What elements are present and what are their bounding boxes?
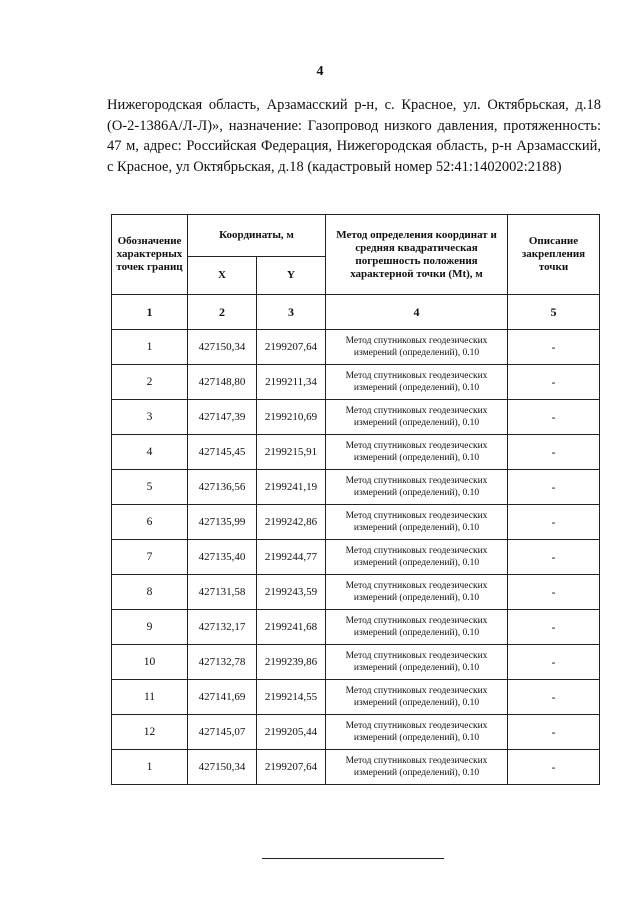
column-number: 4 (326, 295, 508, 330)
y-cell: 2199215,91 (257, 435, 326, 470)
table-row (112, 365, 600, 400)
y-cell: 2199210,69 (257, 400, 326, 435)
description-cell: - (508, 610, 600, 645)
x-cell: 427148,80 (188, 365, 257, 400)
description-cell: - (508, 330, 600, 365)
x-cell: 427141,69 (188, 680, 257, 715)
coordinates-table (111, 214, 600, 785)
x-cell: 427135,40 (188, 540, 257, 575)
x-cell: 427147,39 (188, 400, 257, 435)
column-number: 2 (188, 295, 257, 330)
x-cell: 427145,07 (188, 715, 257, 750)
column-number: 3 (257, 295, 326, 330)
column-number-row (112, 295, 600, 330)
description-cell: - (508, 680, 600, 715)
intro-paragraph: Нижегородская область, Арзамасский р-н, с. Красное, ул. Октябрьская, д.18 (О-2-1386А/Л-Л)», назначение: Газопровод низкого давления, протяженность: 47 м, адрес: Российская Федерация, Нижегородская область, р-н Арзамасский, с Красное, ул Октябрьская, д.18 (кадастровый номер 52:41:1402002:2188) (107, 97, 601, 175)
table-row (112, 750, 600, 785)
table-row (112, 645, 600, 680)
description-cell: - (508, 470, 600, 505)
x-cell: 427132,17 (188, 610, 257, 645)
table-row (112, 435, 600, 470)
method-cell: Метод спутниковых геодезических измерений (определений), 0.10 (326, 470, 508, 505)
point-cell: 11 (112, 680, 188, 715)
table-row (112, 575, 600, 610)
description-cell: - (508, 365, 600, 400)
method-cell: Метод спутниковых геодезических измерений (определений), 0.10 (326, 540, 508, 575)
header-method: Метод определения координат и средняя квадратическая погрешность положения характерной точки (Mt), м (326, 215, 508, 295)
y-cell: 2199243,59 (257, 575, 326, 610)
method-cell: Метод спутниковых геодезических измерений (определений), 0.10 (326, 680, 508, 715)
point-cell: 10 (112, 645, 188, 680)
method-cell: Метод спутниковых геодезических измерений (определений), 0.10 (326, 645, 508, 680)
y-cell: 2199207,64 (257, 750, 326, 785)
method-cell: Метод спутниковых геодезических измерений (определений), 0.10 (326, 330, 508, 365)
y-cell: 2199211,34 (257, 365, 326, 400)
point-cell: 1 (112, 750, 188, 785)
table-row (112, 505, 600, 540)
table-row (112, 330, 600, 365)
header-y: Y (257, 257, 326, 295)
point-cell: 3 (112, 400, 188, 435)
point-cell: 2 (112, 365, 188, 400)
y-cell: 2199244,77 (257, 540, 326, 575)
method-cell: Метод спутниковых геодезических измерений (определений), 0.10 (326, 365, 508, 400)
method-cell: Метод спутниковых геодезических измерений (определений), 0.10 (326, 400, 508, 435)
header-coords: Координаты, м (188, 215, 326, 257)
x-cell: 427150,34 (188, 330, 257, 365)
x-cell: 427135,99 (188, 505, 257, 540)
point-cell: 1 (112, 330, 188, 365)
y-cell: 2199205,44 (257, 715, 326, 750)
column-number: 1 (112, 295, 188, 330)
description-cell: - (508, 540, 600, 575)
footer-divider (262, 858, 444, 859)
y-cell: 2199242,86 (257, 505, 326, 540)
method-cell: Метод спутниковых геодезических измерений (определений), 0.10 (326, 610, 508, 645)
y-cell: 2199241,19 (257, 470, 326, 505)
point-cell: 8 (112, 575, 188, 610)
description-cell: - (508, 435, 600, 470)
table-row (112, 680, 600, 715)
header-description: Описание закрепления точки (508, 215, 600, 295)
method-cell: Метод спутниковых геодезических измерений (определений), 0.10 (326, 715, 508, 750)
y-cell: 2199207,64 (257, 330, 326, 365)
table-row (112, 470, 600, 505)
x-cell: 427132,78 (188, 645, 257, 680)
method-cell: Метод спутниковых геодезических измерений (определений), 0.10 (326, 505, 508, 540)
page-number: 4 (316, 64, 324, 79)
point-cell: 7 (112, 540, 188, 575)
point-cell: 5 (112, 470, 188, 505)
x-cell: 427131,58 (188, 575, 257, 610)
y-cell: 2199241,68 (257, 610, 326, 645)
point-cell: 6 (112, 505, 188, 540)
point-cell: 4 (112, 435, 188, 470)
x-cell: 427150,34 (188, 750, 257, 785)
header-point: Обозначение характерных точек границ (112, 215, 188, 295)
description-cell: - (508, 505, 600, 540)
x-cell: 427145,45 (188, 435, 257, 470)
table-body (112, 330, 600, 785)
method-cell: Метод спутниковых геодезических измерений (определений), 0.10 (326, 575, 508, 610)
column-number: 5 (508, 295, 600, 330)
description-cell: - (508, 575, 600, 610)
table-row (112, 715, 600, 750)
table-row (112, 540, 600, 575)
y-cell: 2199239,86 (257, 645, 326, 680)
point-cell: 12 (112, 715, 188, 750)
method-cell: Метод спутниковых геодезических измерений (определений), 0.10 (326, 435, 508, 470)
description-cell: - (508, 645, 600, 680)
point-cell: 9 (112, 610, 188, 645)
description-cell: - (508, 715, 600, 750)
description-cell: - (508, 750, 600, 785)
description-cell: - (508, 400, 600, 435)
header-x: X (188, 257, 257, 295)
y-cell: 2199214,55 (257, 680, 326, 715)
method-cell: Метод спутниковых геодезических измерений (определений), 0.10 (326, 750, 508, 785)
x-cell: 427136,56 (188, 470, 257, 505)
table-row (112, 610, 600, 645)
table-row (112, 400, 600, 435)
